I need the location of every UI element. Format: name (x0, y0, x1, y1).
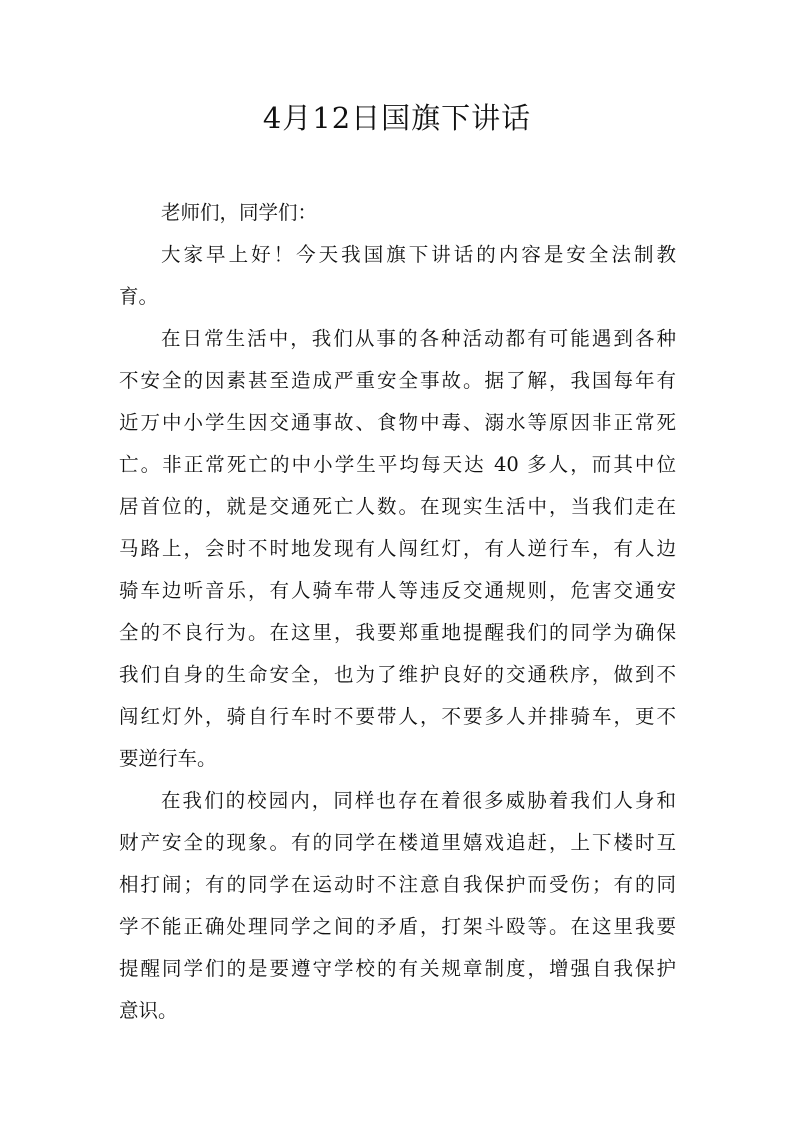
paragraph-line: 闯红灯外，骑自行车时不要带人，不要多人并排骑车，更不 (119, 705, 676, 728)
paragraph-line: 我们自身的生命安全，也为了维护良好的交通秩序，做到不 (119, 663, 676, 686)
paragraph (119, 234, 676, 318)
paragraph-line: 在日常生活中，我们从事的各种活动都有可能遇到各种 (161, 327, 676, 350)
paragraph (119, 318, 676, 780)
paragraph-line: 大家早上好！今天我国旗下讲话的内容是安全法制教 (161, 243, 676, 266)
paragraph-line: 亡。非正常死亡的中小学生平均每天达 40 多人，而其中位 (119, 453, 676, 476)
document-body (119, 192, 676, 1032)
paragraph-line: 相打闹；有的同学在运动时不注意自我保护而受伤；有的同 (119, 873, 676, 896)
paragraph-line: 在我们的校园内，同样也存在着很多威胁着我们人身和 (161, 789, 676, 812)
paragraph-line: 老师们，同学们： (161, 201, 318, 224)
paragraph-line: 骑车边听音乐，有人骑车带人等违反交通规则，危害交通安 (119, 579, 676, 602)
paragraph-line: 提醒同学们的是要遵守学校的有关规章制度，增强自我保护 (119, 957, 676, 980)
document-title: 4月12日国旗下讲话 (262, 101, 532, 135)
paragraph-line: 居首位的，就是交通死亡人数。在现实生活中，当我们走在 (119, 495, 676, 518)
paragraph (119, 192, 676, 234)
paragraph-line: 近万中小学生因交通事故、食物中毒、溺水等原因非正常死 (119, 411, 676, 434)
paragraph-line: 不安全的因素甚至造成严重安全事故。据了解，我国每年有 (119, 369, 676, 392)
paragraph-line: 马路上，会时不时地发现有人闯红灯，有人逆行车，有人边 (119, 537, 676, 560)
paragraph-line: 全的不良行为。在这里，我要郑重地提醒我们的同学为确保 (119, 621, 676, 644)
paragraph-line: 要逆行车。 (119, 747, 217, 770)
paragraph-line: 财产安全的现象。有的同学在楼道里嬉戏追赶，上下楼时互 (119, 831, 676, 854)
paragraph-line: 意识。 (119, 999, 178, 1022)
paragraph-line: 学不能正确处理同学之间的矛盾，打架斗殴等。在这里我要 (119, 915, 676, 938)
paragraph (119, 780, 676, 1032)
paragraph-line: 育。 (119, 285, 159, 308)
